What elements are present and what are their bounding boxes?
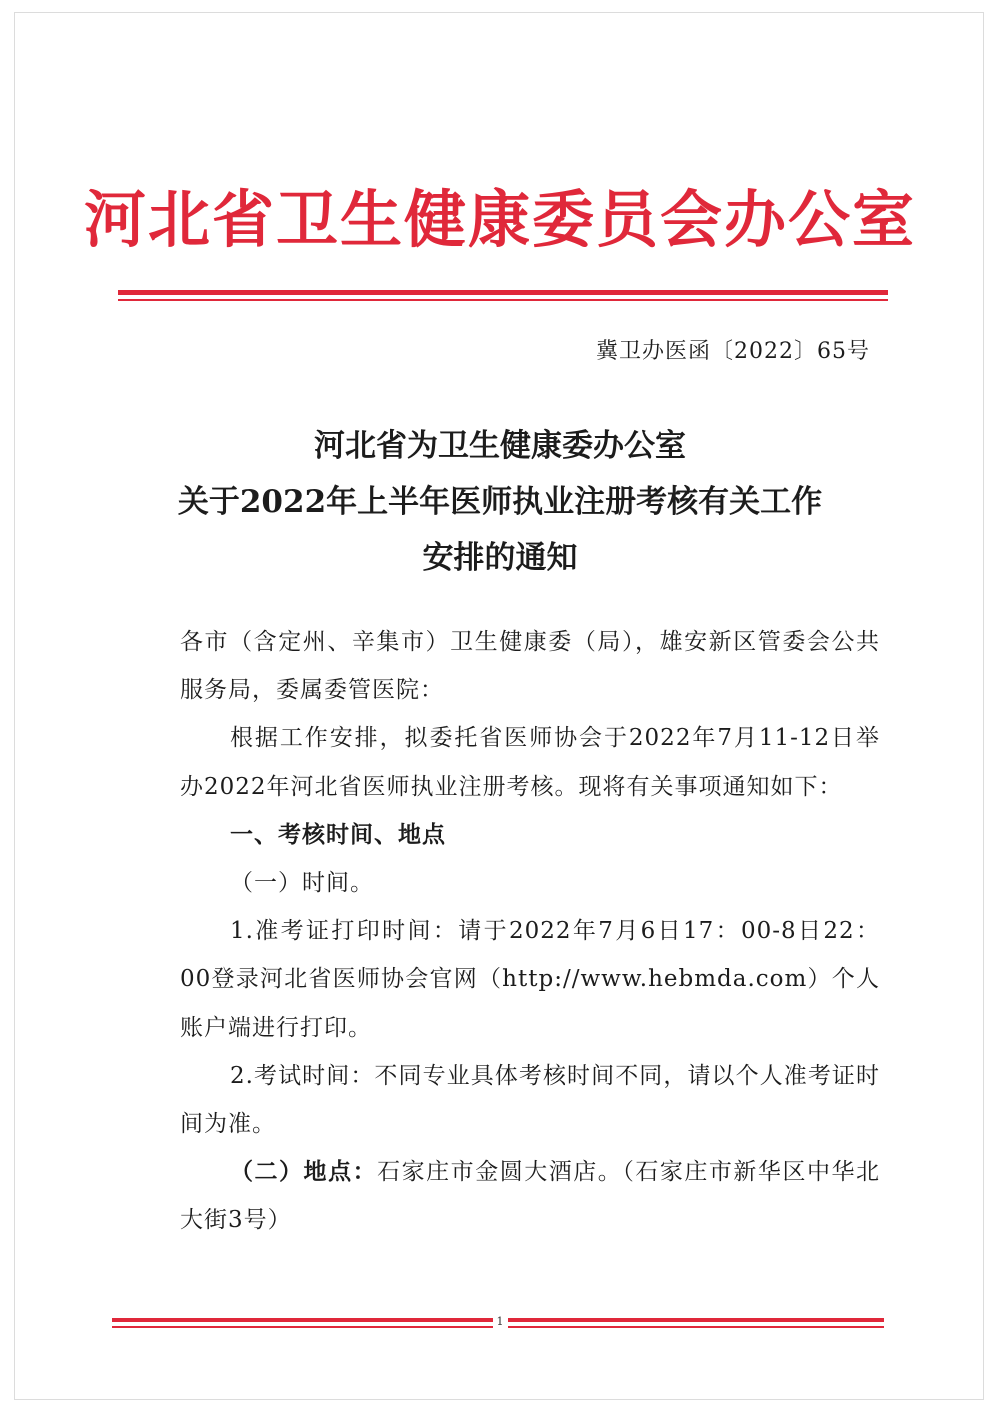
page-number-text: 1 <box>493 1315 508 1328</box>
page-number <box>0 1316 1000 1328</box>
addressee-paragraph: 各市（含定州、辛集市）卫生健康委（局），雄安新区管委会公共服务局，委属委管医院： <box>180 629 880 704</box>
document-body <box>180 618 880 1245</box>
location-text: 石家庄市金圆大酒店。（石家庄市新华区中华北大街3号） <box>180 1159 881 1234</box>
item-admission-ticket: 1.准考证打印时间：请于2022年7月6日17：00-8日22：00登录河北省医师协会官网（http://www.hebmda.com）个人账户端进行打印。 <box>180 918 880 1041</box>
document-number: 冀卫办医函〔2022〕65号 <box>596 339 870 364</box>
intro-paragraph: 根据工作安排，拟委托省医师协会于2022年7月11-12日举办2022年河北省医师执业注册考核。现将有关事项通知如下： <box>180 725 880 800</box>
title-line-1: 河北省为卫生健康委办公室 <box>314 428 686 464</box>
subsection-location <box>180 1148 880 1244</box>
document-title <box>0 418 1000 586</box>
header-rule-thin <box>118 299 888 301</box>
title-line-3: 安排的通知 <box>422 540 578 576</box>
issuer-masthead: 河北省卫生健康委员会办公室 <box>83 183 916 256</box>
subsection-time-heading: （一）时间。 <box>230 870 374 897</box>
location-label: （二）地点： <box>230 1158 378 1186</box>
header-rule-thick <box>118 290 888 295</box>
section-1-heading: 一、考核时间、地点 <box>230 820 446 848</box>
title-line-2: 关于2022年上半年医师执业注册考核有关工作 <box>177 484 823 520</box>
item-exam-time: 2.考试时间：不同专业具体考核时间不同，请以个人准考证时间为准。 <box>180 1062 880 1138</box>
